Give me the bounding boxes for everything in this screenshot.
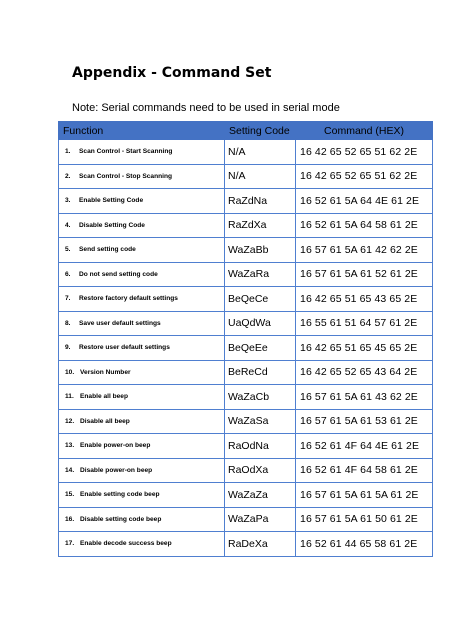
function-label: Scan Control - Start Scanning xyxy=(79,148,173,156)
table-row xyxy=(59,360,433,385)
table-row xyxy=(59,238,433,263)
column-header-function: Function xyxy=(59,122,225,140)
table-row xyxy=(59,532,433,557)
table-row xyxy=(59,409,433,434)
command-hex-cell: 16 42 65 51 65 45 65 2E xyxy=(296,336,433,361)
function-cell xyxy=(59,287,225,312)
function-cell xyxy=(59,483,225,508)
row-number: 14. xyxy=(65,466,75,474)
command-hex-cell: 16 42 65 51 65 43 65 2E xyxy=(296,287,433,312)
setting-code-cell: N/A xyxy=(225,140,296,165)
function-cell xyxy=(59,434,225,459)
function-cell xyxy=(59,532,225,557)
command-hex-cell: 16 55 61 51 64 57 61 2E xyxy=(296,311,433,336)
command-hex-cell: 16 42 65 52 65 51 62 2E xyxy=(296,140,433,165)
table-row xyxy=(59,336,433,361)
command-set-table xyxy=(58,121,433,557)
table-row xyxy=(59,189,433,214)
table-row xyxy=(59,140,433,165)
row-number: 8. xyxy=(65,319,71,327)
setting-code-cell: WaZaBb xyxy=(225,238,296,263)
function-cell xyxy=(59,360,225,385)
table-row xyxy=(59,287,433,312)
setting-code-cell: RaZdNa xyxy=(225,189,296,214)
row-number: 17. xyxy=(65,540,75,548)
row-number: 13. xyxy=(65,442,75,450)
function-label: Send setting code xyxy=(79,246,136,254)
function-label: Do not send setting code xyxy=(79,270,158,278)
setting-code-cell: RaZdXa xyxy=(225,213,296,238)
column-header-command-hex: Command (HEX) xyxy=(296,122,433,140)
function-label: Save user default settings xyxy=(79,319,161,327)
setting-code-cell: BeQeEe xyxy=(225,336,296,361)
function-label: Disable Setting Code xyxy=(79,221,145,229)
command-hex-cell: 16 57 61 5A 61 42 62 2E xyxy=(296,238,433,263)
function-label: Disable setting code beep xyxy=(80,515,162,523)
setting-code-cell: BeQeCe xyxy=(225,287,296,312)
function-label: Restore user default settings xyxy=(79,344,170,352)
command-hex-cell: 16 57 61 5A 61 5A 61 2E xyxy=(296,483,433,508)
command-hex-cell: 16 57 61 5A 61 52 61 2E xyxy=(296,262,433,287)
page-title: Appendix - Command Set xyxy=(72,65,272,81)
row-number: 15. xyxy=(65,491,75,499)
command-hex-cell: 16 57 61 5A 61 53 61 2E xyxy=(296,409,433,434)
column-header-setting-code: Setting Code xyxy=(225,122,296,140)
command-hex-cell: 16 42 65 52 65 43 64 2E xyxy=(296,360,433,385)
function-cell xyxy=(59,311,225,336)
setting-code-cell: WaZaZa xyxy=(225,483,296,508)
row-number: 5. xyxy=(65,246,71,254)
function-label: Enable Setting Code xyxy=(79,197,144,205)
row-number: 7. xyxy=(65,295,71,303)
setting-code-cell: WaZaCb xyxy=(225,385,296,410)
table-row xyxy=(59,483,433,508)
setting-code-cell: WaZaRa xyxy=(225,262,296,287)
setting-code-cell: WaZaPa xyxy=(225,507,296,532)
command-hex-cell: 16 52 61 5A 64 58 61 2E xyxy=(296,213,433,238)
row-number: 6. xyxy=(65,270,71,278)
table-row xyxy=(59,213,433,238)
row-number: 3. xyxy=(65,197,71,205)
setting-code-cell: RaOdXa xyxy=(225,458,296,483)
function-label: Restore factory default settings xyxy=(79,295,178,303)
function-cell xyxy=(59,189,225,214)
setting-code-cell: UaQdWa xyxy=(225,311,296,336)
function-label: Enable decode success beep xyxy=(80,540,172,548)
setting-code-cell: RaOdNa xyxy=(225,434,296,459)
function-label: Enable power-on beep xyxy=(80,442,151,450)
command-hex-cell: 16 52 61 5A 64 4E 61 2E xyxy=(296,189,433,214)
command-hex-cell: 16 42 65 52 65 51 62 2E xyxy=(296,164,433,189)
setting-code-cell: WaZaSa xyxy=(225,409,296,434)
function-cell xyxy=(59,507,225,532)
function-label: Enable all beep xyxy=(80,393,129,401)
function-cell xyxy=(59,213,225,238)
function-cell xyxy=(59,409,225,434)
row-number: 11. xyxy=(65,393,74,401)
table-row xyxy=(59,311,433,336)
table-row xyxy=(59,262,433,287)
table-row xyxy=(59,458,433,483)
row-number: 4. xyxy=(65,221,71,229)
table-row xyxy=(59,164,433,189)
function-cell xyxy=(59,238,225,263)
table-row xyxy=(59,434,433,459)
command-hex-cell: 16 52 61 44 65 58 61 2E xyxy=(296,532,433,557)
function-label: Enable setting code beep xyxy=(80,491,160,499)
row-number: 12. xyxy=(65,417,75,425)
setting-code-cell: BeReCd xyxy=(225,360,296,385)
serial-mode-note: Note: Serial commands need to be used in serial mode xyxy=(72,102,340,114)
function-cell xyxy=(59,336,225,361)
function-cell xyxy=(59,458,225,483)
table-row xyxy=(59,507,433,532)
table-row xyxy=(59,385,433,410)
function-cell xyxy=(59,140,225,165)
function-cell xyxy=(59,262,225,287)
function-cell xyxy=(59,385,225,410)
row-number: 9. xyxy=(65,344,71,352)
setting-code-cell: N/A xyxy=(225,164,296,189)
row-number: 16. xyxy=(65,515,75,523)
command-hex-cell: 16 57 61 5A 61 43 62 2E xyxy=(296,385,433,410)
command-hex-cell: 16 57 61 5A 61 50 61 2E xyxy=(296,507,433,532)
table-header-row xyxy=(59,122,433,140)
row-number: 10. xyxy=(65,368,75,376)
row-number: 1. xyxy=(65,148,71,156)
function-cell xyxy=(59,164,225,189)
function-label: Scan Control - Stop Scanning xyxy=(79,172,173,180)
function-label: Version Number xyxy=(80,368,131,376)
row-number: 2. xyxy=(65,172,71,180)
setting-code-cell: RaDeXa xyxy=(225,532,296,557)
function-label: Disable all beep xyxy=(80,417,130,425)
command-hex-cell: 16 52 61 4F 64 58 61 2E xyxy=(296,458,433,483)
function-label: Disable power-on beep xyxy=(80,466,153,474)
command-hex-cell: 16 52 61 4F 64 4E 61 2E xyxy=(296,434,433,459)
